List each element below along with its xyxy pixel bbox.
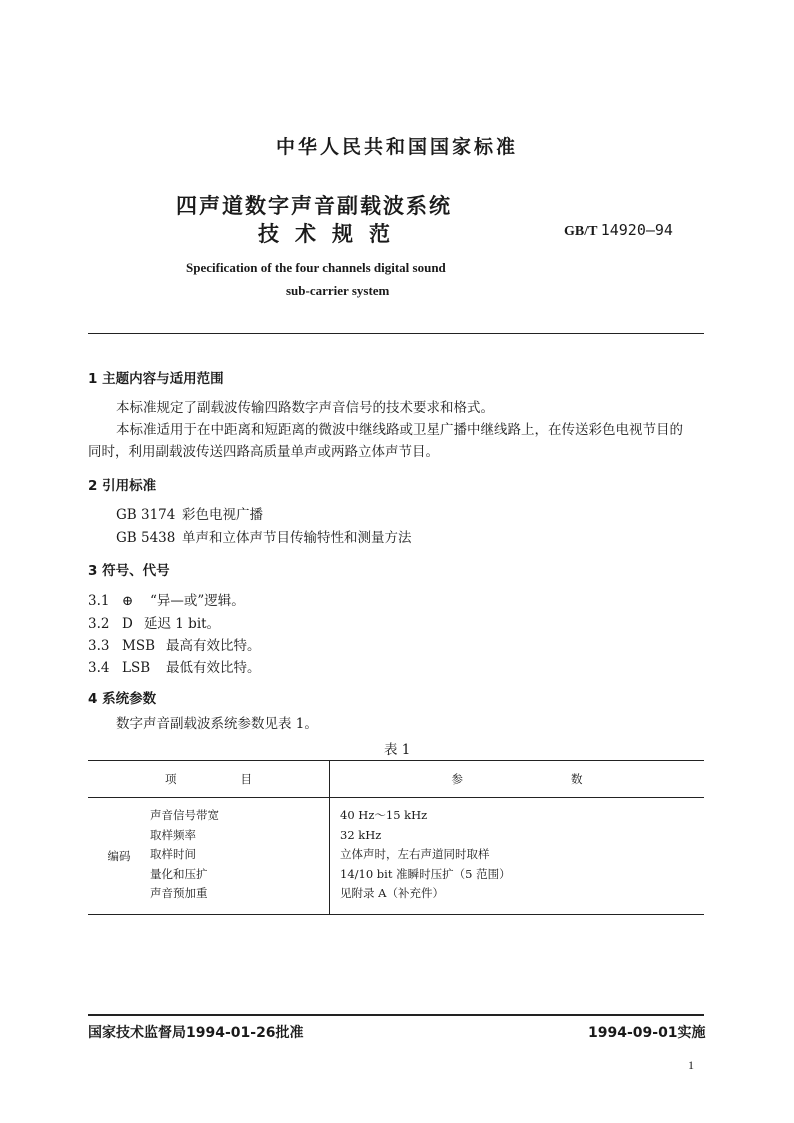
- item-name: 量化和压扩: [150, 866, 208, 881]
- symbol-number: 3.2: [88, 616, 110, 632]
- reference-code: GB 3174: [116, 507, 176, 523]
- symbol-description: 最低有效比特。: [166, 660, 261, 676]
- table-header-row: [88, 761, 704, 798]
- item-name: 声音预加重: [150, 886, 208, 900]
- document-title-line1: 四声道数字声音副载波系统: [176, 194, 452, 218]
- document-title-line2: 技术规范: [258, 222, 406, 246]
- english-title-line2: sub-carrier system: [286, 283, 390, 298]
- symbol-number: 3.4: [88, 660, 110, 676]
- symbol-item: [88, 612, 220, 632]
- issuing-authority-title: 中华人民共和国国家标准: [275, 136, 518, 158]
- reference-item: [116, 503, 263, 523]
- symbol-number: 3.1: [88, 593, 110, 609]
- symbol-number: 3.3: [88, 638, 110, 654]
- symbol-code: MSB: [122, 638, 155, 654]
- table-caption: 表 1: [384, 742, 411, 758]
- value-cell: [330, 798, 705, 915]
- symbol-description: 最高有效比特。: [166, 638, 261, 654]
- effective-date: 1994-09-01实施: [588, 1025, 706, 1041]
- symbol-item: [88, 656, 261, 676]
- header-parameter: [330, 761, 705, 798]
- header-item-char: 目: [240, 772, 252, 786]
- item-cell: [150, 798, 330, 915]
- reference-name: 单声和立体声节目传输特性和测量方法: [182, 530, 412, 546]
- reference-item: [116, 526, 412, 546]
- item-value: 40 Hz～15 kHz: [340, 808, 428, 822]
- table-row: [88, 798, 704, 915]
- symbol-code: LSB: [122, 660, 151, 676]
- header-param-char: 数: [571, 772, 583, 786]
- reference-code: GB 5438: [116, 530, 176, 546]
- standard-number: [564, 221, 673, 240]
- item-value: 立体声时，左右声道同时取样: [340, 847, 490, 861]
- item-value: 见附录 A（补充件）: [340, 886, 444, 900]
- header-param-char: 参: [451, 772, 463, 786]
- approval-line: 国家技术监督局1994-01-26批准: [88, 1025, 304, 1041]
- section-2-heading: 2 引用标准: [88, 478, 157, 494]
- parameter-table: [88, 760, 704, 915]
- header-item: [88, 761, 330, 798]
- section-3-heading: 3 符号、代号: [88, 563, 170, 579]
- footer-divider: [88, 1014, 704, 1016]
- group-cell: 编码: [88, 798, 150, 915]
- symbol-description: 延迟 1 bit。: [144, 616, 221, 632]
- section-1-heading: 1 主题内容与适用范围: [88, 371, 224, 387]
- standard-code: 14920—94: [600, 221, 673, 239]
- symbol-item: [88, 634, 261, 654]
- xor-symbol: ⊕: [122, 593, 134, 609]
- item-name: 声音信号带宽: [150, 808, 219, 822]
- english-title-line1: Specification of the four channels digital sound: [186, 260, 446, 275]
- symbol-code: D: [122, 616, 133, 632]
- header-divider: [88, 333, 704, 334]
- page-number: 1: [688, 1058, 694, 1072]
- symbol-item: [88, 589, 245, 609]
- section-1-paragraph-1: 本标准规定了副载波传输四路数字声音信号的技术要求和格式。: [116, 400, 494, 416]
- symbol-description: “异—或”逻辑。: [150, 593, 245, 609]
- section-4-heading: 4 系统参数: [88, 691, 157, 707]
- item-value: 32 kHz: [340, 827, 382, 842]
- item-name: 取样时间: [150, 847, 196, 861]
- item-name: 取样频率: [150, 827, 196, 842]
- section-1-paragraph-2a: 本标准适用于在中距离和短距离的微波中继线路或卫星广播中继线路上，在传送彩色电视节目的: [116, 422, 683, 438]
- standard-prefix: GB/T: [564, 224, 598, 239]
- reference-name: 彩色电视广播: [182, 507, 263, 523]
- item-value: 14/10 bit 准瞬时压扩（5 范围）: [340, 866, 511, 881]
- header-item-char: 项: [165, 772, 177, 786]
- section-1-paragraph-2b: 同时，利用副载波传送四路高质量单声或两路立体声节目。: [88, 444, 439, 460]
- section-4-paragraph: 数字声音副载波系统参数见表 1。: [116, 716, 318, 732]
